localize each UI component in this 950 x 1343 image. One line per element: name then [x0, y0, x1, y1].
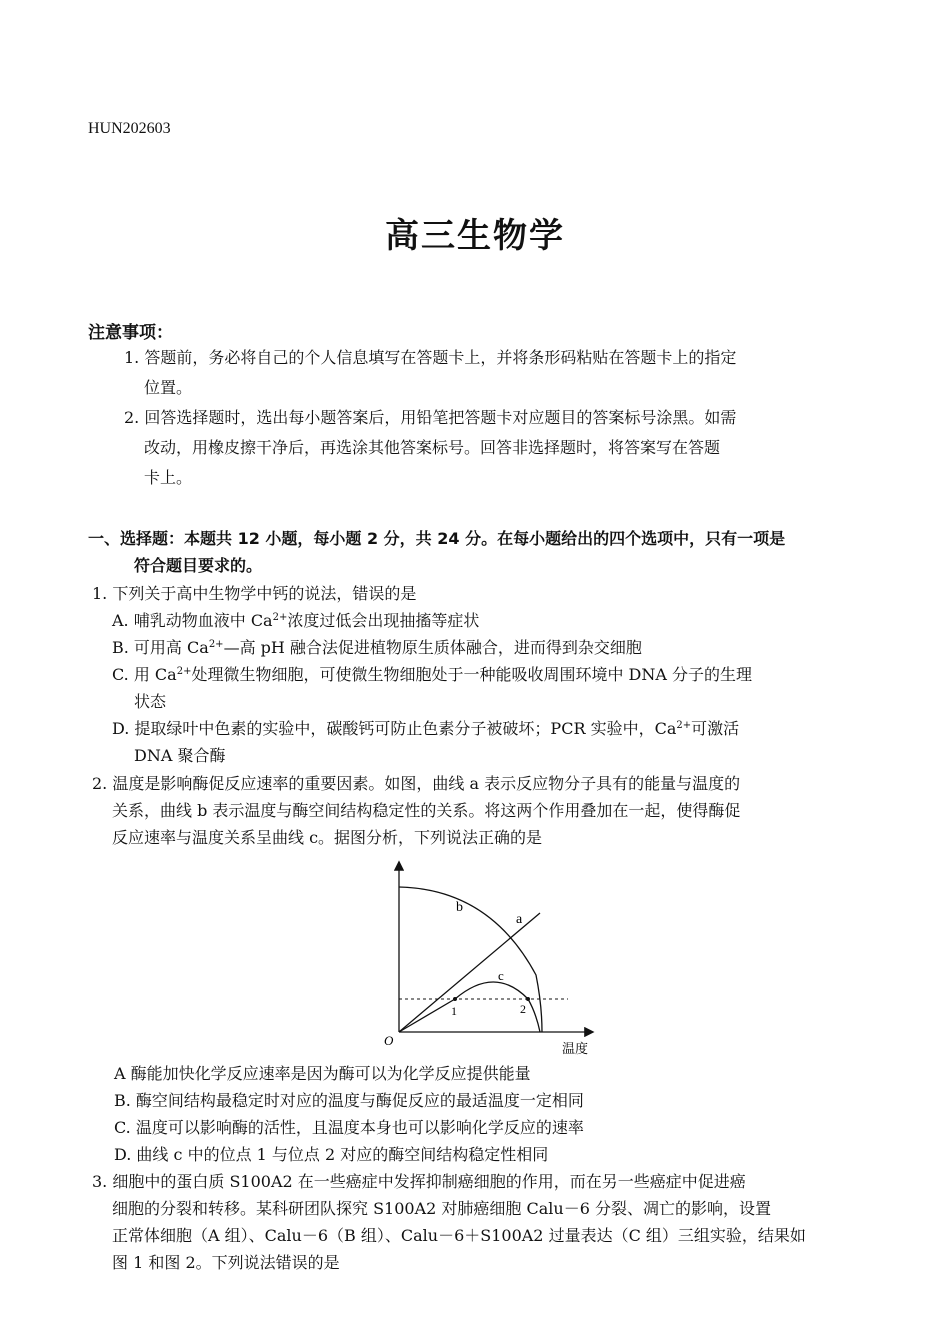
curve-a	[399, 913, 540, 1032]
q1-option-b	[112, 634, 642, 662]
point-2-label: 2	[520, 1002, 526, 1016]
curve-b-label: b	[456, 900, 463, 915]
notice-item-2-cont: 改动，用橡皮擦干净后，再选涂其他答案标号。回答非选择题时，将答案写在答题	[144, 438, 721, 457]
q2-figure	[370, 855, 610, 1060]
curve-c-label: c	[498, 968, 504, 983]
notice-item-2: 2. 回答选择题时，选出每小题答案后，用铅笔把答题卡对应题目的答案标号涂黑。如需	[124, 408, 737, 427]
q3-stem-cont2: 正常体细胞（A 组）、Calu－6（B 组）、Calu－6＋S100A2 过量表达（C 组）三组实验，结果如	[112, 1226, 806, 1245]
point-2-marker	[526, 997, 530, 1001]
notice-item-1-cont: 位置。	[144, 378, 193, 397]
q3-stem-cont: 细胞的分裂和转移。某科研团队探究 S100A2 对肺癌细胞 Calu－6 分裂、凋亡的影响，设置	[112, 1199, 771, 1218]
exam-code: HUN202603	[88, 120, 171, 137]
point-1-label: 1	[451, 1004, 457, 1018]
q1-option-d	[112, 715, 739, 743]
exam-title: 高三生物学	[385, 216, 565, 256]
q1-b-text: B. 可用高 Ca	[112, 638, 209, 657]
q2-option-a: A 酶能加快化学反应速率是因为酶可以为化学反应提供能量	[114, 1064, 531, 1083]
q1-b-text2: —高 pH 融合法促进植物原生质体融合，进而得到杂交细胞	[223, 638, 642, 657]
q1-option-c-cont: 状态	[134, 692, 167, 711]
q1-a-sup: 2+	[272, 612, 288, 623]
notice-item-2-cont2: 卡上。	[144, 468, 193, 487]
q1-b-sup: 2+	[208, 639, 224, 650]
notice-item-1: 1. 答题前，务必将自己的个人信息填写在答题卡上，并将条形码粘贴在答题卡上的指定	[124, 348, 737, 367]
section-1-heading-cont: 符合题目要求的。	[134, 556, 263, 575]
q2-stem-cont: 关系，曲线 b 表示温度与酶空间结构稳定性的关系。将这两个作用叠加在一起，使得酶促	[112, 801, 741, 820]
q2-option-d: D. 曲线 c 中的位点 1 与位点 2 对应的酶空间结构稳定性相同	[114, 1145, 549, 1164]
q1-a-text2: 浓度过低会出现抽搐等症状	[287, 611, 480, 630]
q1-option-d-cont: DNA 聚合酶	[134, 746, 226, 765]
q2-option-b: B. 酶空间结构最稳定时对应的温度与酶促反应的最适温度一定相同	[114, 1091, 584, 1110]
q1-option-a	[112, 607, 479, 635]
q1-stem: 1. 下列关于高中生物学中钙的说法，错误的是	[92, 584, 417, 603]
q1-c-text: C. 用 Ca	[112, 665, 177, 684]
point-1-marker	[453, 997, 457, 1001]
q1-option-c	[112, 661, 752, 689]
origin-label: O	[384, 1033, 394, 1048]
x-axis-label: 温度	[562, 1041, 589, 1056]
q1-d-sup: 2+	[676, 720, 692, 731]
notice-heading: 注意事项：	[88, 323, 173, 343]
q2-option-c: C. 温度可以影响酶的活性，且温度本身也可以影响化学反应的速率	[114, 1118, 584, 1137]
q1-c-sup: 2+	[176, 666, 192, 677]
section-1-heading: 一、选择题：本题共 12 小题，每小题 2 分，共 24 分。在每小题给出的四个选项中，只有一项是	[88, 529, 786, 548]
q1-d-text: D. 提取绿叶中色素的实验中，碳酸钙可防止色素分子被破坏；PCR 实验中，Ca	[112, 719, 677, 738]
q1-c-text2: 处理微生物细胞，可使微生物细胞处于一种能吸收周围环境中 DNA 分子的生理	[191, 665, 753, 684]
q2-stem: 2. 温度是影响酶促反应速率的重要因素。如图，曲线 a 表示反应物分子具有的能量与温度的	[92, 774, 741, 793]
q3-stem: 3. 细胞中的蛋白质 S100A2 在一些癌症中发挥抑制癌细胞的作用，而在另一些癌症中促进癌	[92, 1172, 746, 1191]
q3-stem-cont3: 图 1 和图 2。下列说法错误的是	[112, 1253, 340, 1272]
q1-d-text2: 可激活	[691, 719, 740, 738]
curve-c	[399, 982, 540, 1032]
q1-a-text: A. 哺乳动物血液中 Ca	[112, 611, 273, 630]
q2-stem-cont2: 反应速率与温度关系呈曲线 c。据图分析，下列说法正确的是	[112, 828, 543, 847]
curve-a-label: a	[516, 912, 523, 927]
